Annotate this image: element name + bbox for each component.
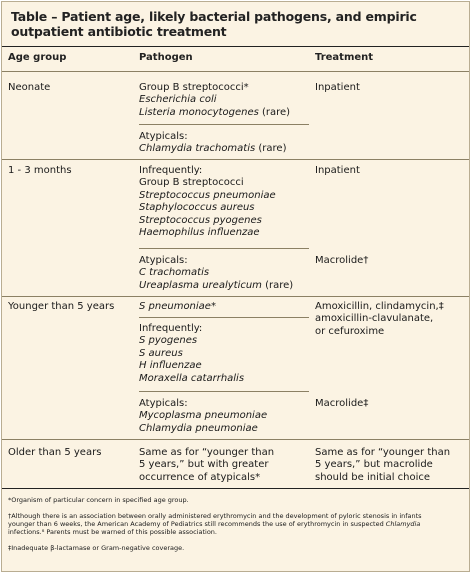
age-1-3-months: 1 - 3 months [8, 165, 72, 176]
row-divider [2, 296, 469, 297]
row-divider [2, 439, 469, 440]
infrequent-younger-than-5 [139, 323, 244, 385]
infrequently-label: Infrequently: [139, 165, 203, 176]
treatment-neonate: Inpatient [315, 82, 360, 93]
pathogen-line: Chlamydia pneumoniae [139, 422, 258, 434]
pathogen-line: Chlamydia trachomatis [139, 143, 256, 155]
age-older-than-5: Older than 5 years [8, 447, 102, 458]
atypicals-treatment-younger-than-5: Macrolide‡ [315, 398, 369, 409]
table-bottom-rule [2, 488, 469, 489]
pathogen-line: H influenzae [139, 360, 202, 372]
treatment-line: should be initial choice [315, 471, 431, 483]
header-age-group: Age group [8, 52, 67, 63]
treatment-1-3-months: Inpatient [315, 165, 360, 176]
atypicals-younger-than-5 [139, 398, 267, 435]
pathogen-line: Escherichia coli [139, 94, 217, 106]
pathogen-line: Mycoplasma pneumoniae [139, 410, 268, 422]
pathogen-neonate [139, 82, 290, 119]
pathogen-line: Staphylococcus aureus [139, 202, 255, 214]
sub-divider [139, 391, 309, 392]
table-panel [1, 1, 470, 572]
atypicals-label: Atypicals: [139, 255, 188, 266]
footnote-marker: * [210, 301, 216, 312]
footnote-3: ‡Inadequate β-lactamase or Gram-negative coverage. [8, 544, 185, 552]
treatment-line: or cefuroxime [315, 325, 385, 337]
header-pathogen: Pathogen [139, 52, 193, 63]
title-line-1: Table – Patient age, likely bacterial pathogens, and empiric [11, 9, 417, 24]
pathogen-line: Ureaplasma urealyticum [139, 279, 262, 291]
treatment-older-than-5 [315, 447, 450, 484]
atypicals-1-3-months [139, 255, 293, 292]
pathogen-1-3-months [139, 165, 276, 239]
age-younger-than-5: Younger than 5 years [8, 301, 115, 312]
pathogen-older-than-5 [139, 447, 274, 484]
footnote-italic: Chlamydia [385, 520, 421, 528]
header-row [2, 46, 469, 72]
treatment-line: amoxicillin-clavulanate, [315, 313, 434, 325]
title-line-2: outpatient antibiotic treatment [11, 24, 227, 39]
atypicals-neonate [139, 131, 286, 156]
pathogen-line: S pneumoniae [139, 301, 211, 312]
pathogen-younger-than-5 [139, 301, 216, 313]
atypicals-treatment-1-3-months: Macrolide† [315, 255, 369, 266]
pathogen-line: Listeria monocytogenes [139, 106, 259, 118]
sub-divider [139, 124, 309, 125]
pathogen-line: Haemophilus influenzae [139, 227, 260, 239]
row-divider [2, 159, 469, 160]
rare-note: (rare) [261, 279, 294, 291]
footnote-line: infections.⁸ Parents must be warned of this possible association. [8, 528, 217, 536]
rare-note: (rare) [255, 143, 287, 155]
pathogen-line: 5 years,” but with greater [139, 459, 269, 471]
treatment-line: Amoxicillin, clindamycin,‡ [315, 301, 444, 312]
infrequently-label: Infrequently: [139, 323, 203, 334]
atypicals-label: Atypicals: [139, 131, 188, 142]
header-treatment: Treatment [315, 52, 374, 63]
table-title [11, 9, 451, 39]
sub-divider [139, 248, 309, 249]
footnote-line: †Although there is an association between orally administered erythromycin and the development of pyloric stenosis in infants [8, 512, 422, 520]
treatment-line: Same as for “younger than [315, 447, 451, 458]
pathogen-line: Group B streptococci* [139, 82, 249, 93]
pathogen-line: Streptococcus pyogenes [139, 214, 262, 226]
pathogen-line: S pyogenes [139, 335, 198, 347]
pathogen-line: Moraxella catarrhalis [139, 372, 245, 384]
pathogen-line: occurrence of atypicals* [139, 471, 261, 483]
footnote-2 [8, 512, 463, 536]
sub-divider [139, 317, 309, 318]
footnote-line: younger than 6 weeks, the American Academy of Pediatrics still recommends the use of erythromycin in suspected [8, 520, 386, 528]
treatment-line: 5 years,” but macrolide [315, 459, 433, 471]
atypicals-label: Atypicals: [139, 398, 188, 409]
rare-note: (rare) [258, 106, 291, 118]
age-neonate: Neonate [8, 82, 51, 93]
treatment-younger-than-5 [315, 301, 444, 338]
pathogen-line: Same as for “younger than [139, 447, 275, 458]
pathogen-line: Group B streptococci [139, 177, 244, 189]
footnote-1: *Organism of particular concern in specified age group. [8, 496, 189, 504]
pathogen-line: S aureus [139, 347, 183, 359]
pathogen-line: C trachomatis [139, 267, 210, 279]
pathogen-line: Streptococcus pneumoniae [139, 189, 276, 201]
